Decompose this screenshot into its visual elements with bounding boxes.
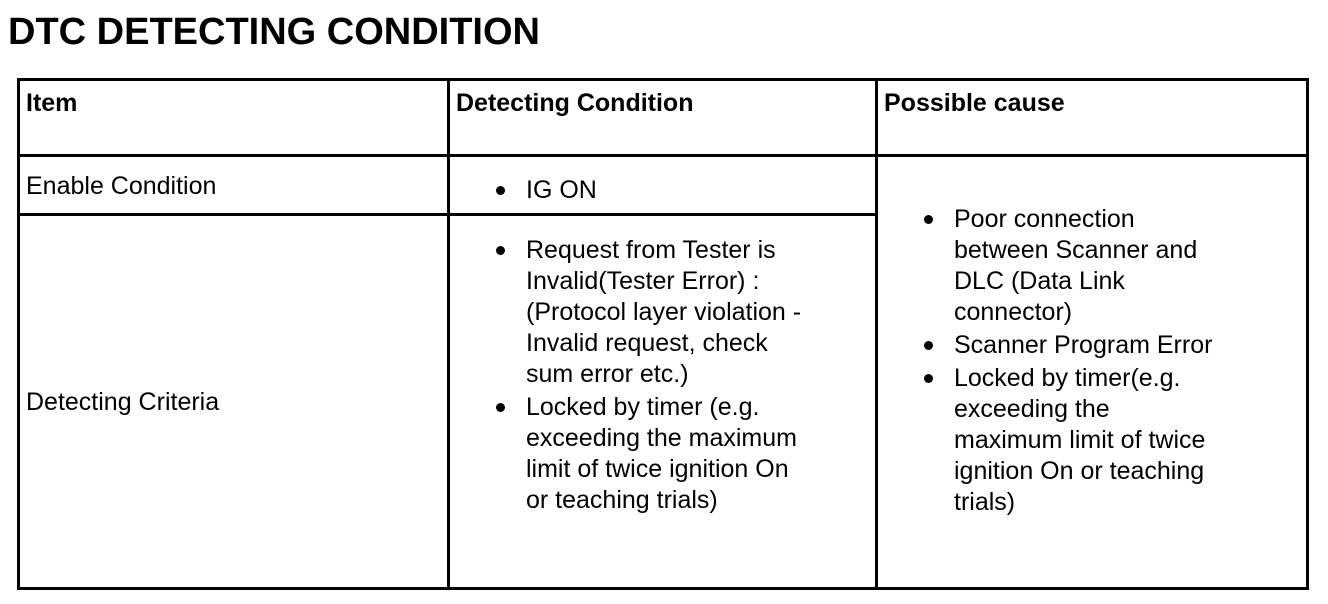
condition-text: Locked by timer (e.g. exceeding the maximum limit of twice ignition On or teaching trials): [526, 393, 797, 514]
cause-text: Poor connection between Scanner and DLC (Data Link connector): [954, 205, 1198, 326]
detecting-criteria-list: [496, 235, 811, 518]
possible-cause-list: [924, 204, 1224, 520]
bullet-icon: [924, 215, 933, 224]
condition-text: Request from Tester is Invalid(Tester Error) : (Protocol layer violation - Invalid request, check sum error etc.): [526, 236, 802, 388]
header-item: Item: [26, 89, 78, 117]
bullet-icon: [924, 341, 933, 350]
row-divider: [17, 213, 878, 216]
list-item: [924, 204, 1224, 328]
header-divider: [17, 154, 1309, 157]
cause-text: Scanner Program Error: [954, 331, 1213, 359]
bullet-icon: [496, 246, 505, 255]
page-title: DTC DETECTING CONDITION: [8, 11, 540, 53]
enable-condition-list: [496, 175, 826, 208]
bullet-icon: [924, 374, 933, 383]
header-possible-cause: Possible cause: [884, 89, 1065, 117]
header-detecting-condition: Detecting Condition: [456, 89, 694, 117]
condition-text: IG ON: [526, 176, 597, 204]
list-item: [496, 235, 811, 390]
list-item: [924, 330, 1224, 361]
bullet-icon: [496, 403, 505, 412]
row-item-enable-condition: Enable Condition: [26, 172, 217, 200]
row-item-detecting-criteria: Detecting Criteria: [26, 388, 220, 416]
list-item: [496, 175, 826, 206]
list-item: [924, 363, 1224, 518]
list-item: [496, 392, 811, 516]
cause-text: Locked by timer(e.g. exceeding the maximum limit of twice ignition On or teaching trials): [954, 364, 1206, 516]
bullet-icon: [496, 186, 505, 195]
